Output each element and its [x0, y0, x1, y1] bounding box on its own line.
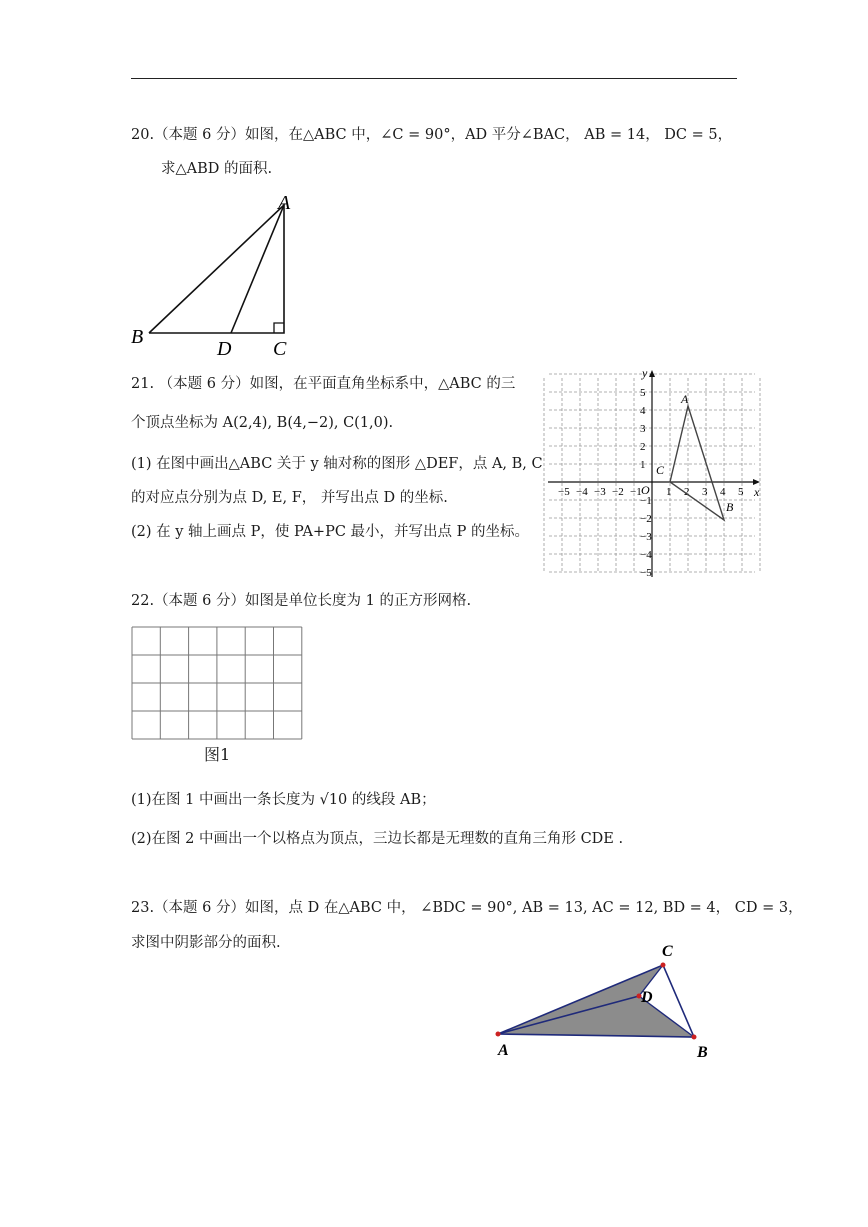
vertex-dot [496, 1032, 501, 1037]
q20-label-a: A [278, 192, 291, 214]
q20-line1: 20.（本题 6 分）如图，在△ABC 中，∠C = 90°，AD 平分∠BAC， AB = 14， DC = 5， [131, 127, 733, 143]
q20-triangle-figure [120, 185, 310, 360]
y-tick-label: 1 [640, 459, 646, 471]
y-tick-label: −4 [640, 549, 652, 561]
q21-point-b-label: B [726, 500, 734, 514]
q21-y-axis-label: y [642, 366, 648, 380]
y-tick-label: 2 [640, 441, 646, 453]
q21-origin-label: O [641, 483, 650, 497]
q21-line2: 个顶点坐标为 A(2,4), B(4,−2), C(1,0). [131, 415, 394, 431]
q23-label-d: D [641, 989, 653, 1006]
q21-line3: (1) 在图中画出△ABC 关于 y 轴对称的图形 △DEF，点 A, B, C [131, 456, 543, 472]
q23-label-c: C [662, 943, 673, 960]
q22-figure-caption: 图1 [204, 745, 231, 764]
x-tick-label: 1 [666, 486, 672, 498]
y-tick-label: −5 [640, 567, 652, 579]
q23-line1: 23.（本题 6 分）如图，点 D 在△ABC 中， ∠BDC = 90°, AB = 13, AC = 12, BD = 4， CD = 3， [131, 900, 803, 916]
q23-shaded-triangle-figure [485, 935, 725, 1065]
q20-line2: 求△ABD 的面积. [161, 161, 273, 177]
q22-line3: (2)在图 2 中画出一个以格点为顶点，三边长都是无理数的直角三角形 CDE . [131, 831, 624, 847]
q20-label-d: D [217, 338, 232, 360]
q22-square-grid-figure-1 [130, 625, 304, 741]
q20-label-c: C [273, 338, 287, 360]
q21-line5: (2) 在 y 轴上画点 P，使 PA+PC 最小，并写出点 P 的坐标。 [131, 524, 530, 540]
y-tick-label: −2 [640, 513, 652, 525]
header-rule [131, 78, 737, 79]
y-tick-label: −3 [640, 531, 652, 543]
q21-line1: 21. （本题 6 分）如图，在平面直角坐标系中，△ABC 的三 [131, 376, 516, 392]
x-tick-label: −3 [594, 486, 606, 498]
vertex-dot [661, 963, 666, 968]
y-tick-label: −1 [640, 495, 652, 507]
x-tick-label: 2 [684, 486, 690, 498]
q21-x-axis-label: x [754, 485, 760, 499]
x-tick-label: 4 [720, 486, 726, 498]
q23-line2: 求图中阴影部分的面积. [131, 935, 281, 951]
x-tick-label: −1 [630, 486, 642, 498]
y-tick-label: 4 [640, 405, 646, 417]
q23-label-a: A [498, 1042, 509, 1059]
q22-line2: (1)在图 1 中画出一条长度为 √10 的线段 AB； [131, 792, 436, 808]
y-tick-label: 3 [640, 423, 646, 435]
q21-line4: 的对应点分别为点 D, E, F， 并写出点 D 的坐标. [131, 490, 448, 506]
q21-point-a-label: A [681, 392, 689, 406]
x-tick-label: −4 [576, 486, 588, 498]
x-tick-label: 5 [738, 486, 744, 498]
q21-point-c-label: C [656, 463, 665, 477]
x-tick-label: −2 [612, 486, 624, 498]
y-tick-label: 5 [640, 387, 646, 399]
x-tick-label: 3 [702, 486, 708, 498]
q21-coordinate-grid [540, 365, 770, 585]
q23-label-b: B [697, 1044, 708, 1061]
x-tick-label: −5 [558, 486, 570, 498]
vertex-dot [692, 1035, 697, 1040]
q20-label-b: B [131, 326, 144, 348]
q22-line1: 22.（本题 6 分）如图是单位长度为 1 的正方形网格. [131, 593, 472, 609]
